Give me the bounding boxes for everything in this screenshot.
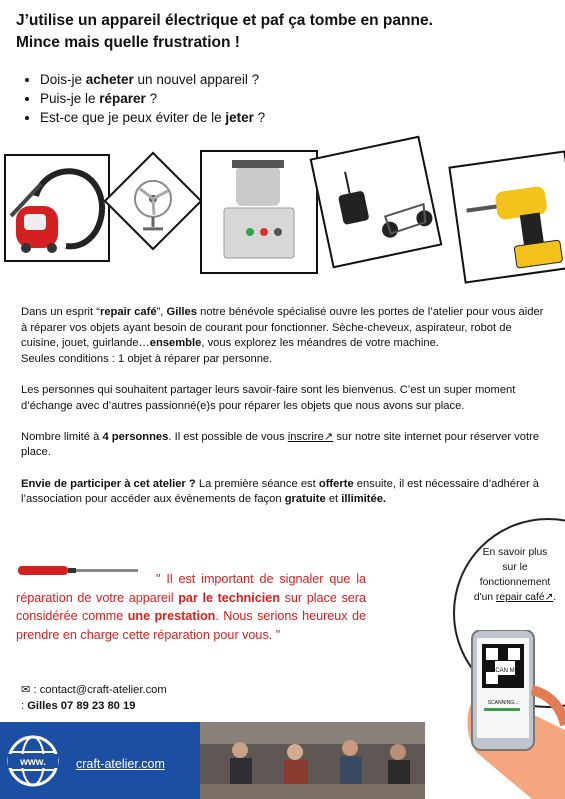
title-line-1: J’utilise un appareil électrique et paf ça tombe en panne. — [16, 12, 433, 29]
paragraph-limit: Nombre limité à 4 personnes. Il est possible de vous inscrire↗ sur notre site internet pour réserver votre place. — [21, 430, 540, 459]
contact-phone: : Gilles 07 89 23 80 19 — [21, 699, 136, 712]
info-bubble-text: En savoir plus sur le fonctionnement d'un repair café↗. — [473, 547, 557, 603]
vacuum-cleaner-image — [4, 154, 110, 262]
description-text — [21, 305, 551, 523]
technician-notice: " Il est important de signaler que la réparation de votre appareil par le technicien sur place sera considérée comme une prestation. Nous serions heureux de prendre en charge cette réparation pour vous. " — [16, 572, 366, 642]
contact-email: ✉ : contact@craft-atelier.com — [21, 684, 167, 696]
workshop-photo — [200, 722, 425, 799]
scanning-label: SCANNING... — [487, 700, 519, 706]
qr-phone-image — [462, 630, 565, 799]
repair-cafe-link[interactable]: repair café↗ — [495, 592, 554, 603]
register-link[interactable]: inscrire↗ — [287, 430, 334, 443]
fan-image — [104, 152, 203, 251]
title-line-2: Mince mais quelle frustration ! — [16, 34, 240, 51]
list-item: • Est-ce que je peux éviter de le jeter ? — [40, 108, 265, 127]
globe-icon — [6, 734, 60, 788]
list-item: • Puis-je le réparer ? — [40, 89, 265, 108]
question-list — [24, 70, 265, 127]
page-title — [16, 10, 536, 54]
paragraph-intro: Dans un esprit “repair café”, Gilles notre bénévole spécialisé ouvre les portes de l’atelier pour vous aider à réparer vos objets ayant besoin de courant pour fonctionner. Sèche-cheveux, aspirateur, robot de cuisine, jouet, guirlande…ensemble, vous explorez les méandres de votre machine. Seules conditions : 1 objet à réparer par personne. — [21, 306, 544, 365]
footer-bar — [0, 722, 200, 799]
list-item: • Dois-je acheter un nouvel appareil ? — [40, 70, 265, 89]
scan-me-label: SCAN ME — [491, 668, 519, 674]
drill-image — [448, 150, 565, 283]
svg-text:www.: www. — [20, 757, 46, 768]
rc-car-image — [310, 136, 443, 269]
appliance-photo-strip — [0, 148, 565, 298]
food-processor-image — [200, 150, 318, 274]
envelope-icon: ✉ — [21, 684, 31, 696]
website-link[interactable]: craft-atelier.com — [76, 757, 165, 771]
paragraph-participation: Envie de participer à cet atelier ? La première séance est offerte ensuite, il est nécessaire d’adhérer à l’association pour accéder aux évènements de façon gratuite et illimitée. — [21, 477, 540, 506]
contact-block — [21, 683, 167, 714]
paragraph-volunteers: Les personnes qui souhaitent partager leurs savoir-faire sont les bienvenus. C’est un super moment d’échange avec d’autres passionné(e)s pour réparer les objets que nous avons sur place. — [21, 383, 516, 412]
